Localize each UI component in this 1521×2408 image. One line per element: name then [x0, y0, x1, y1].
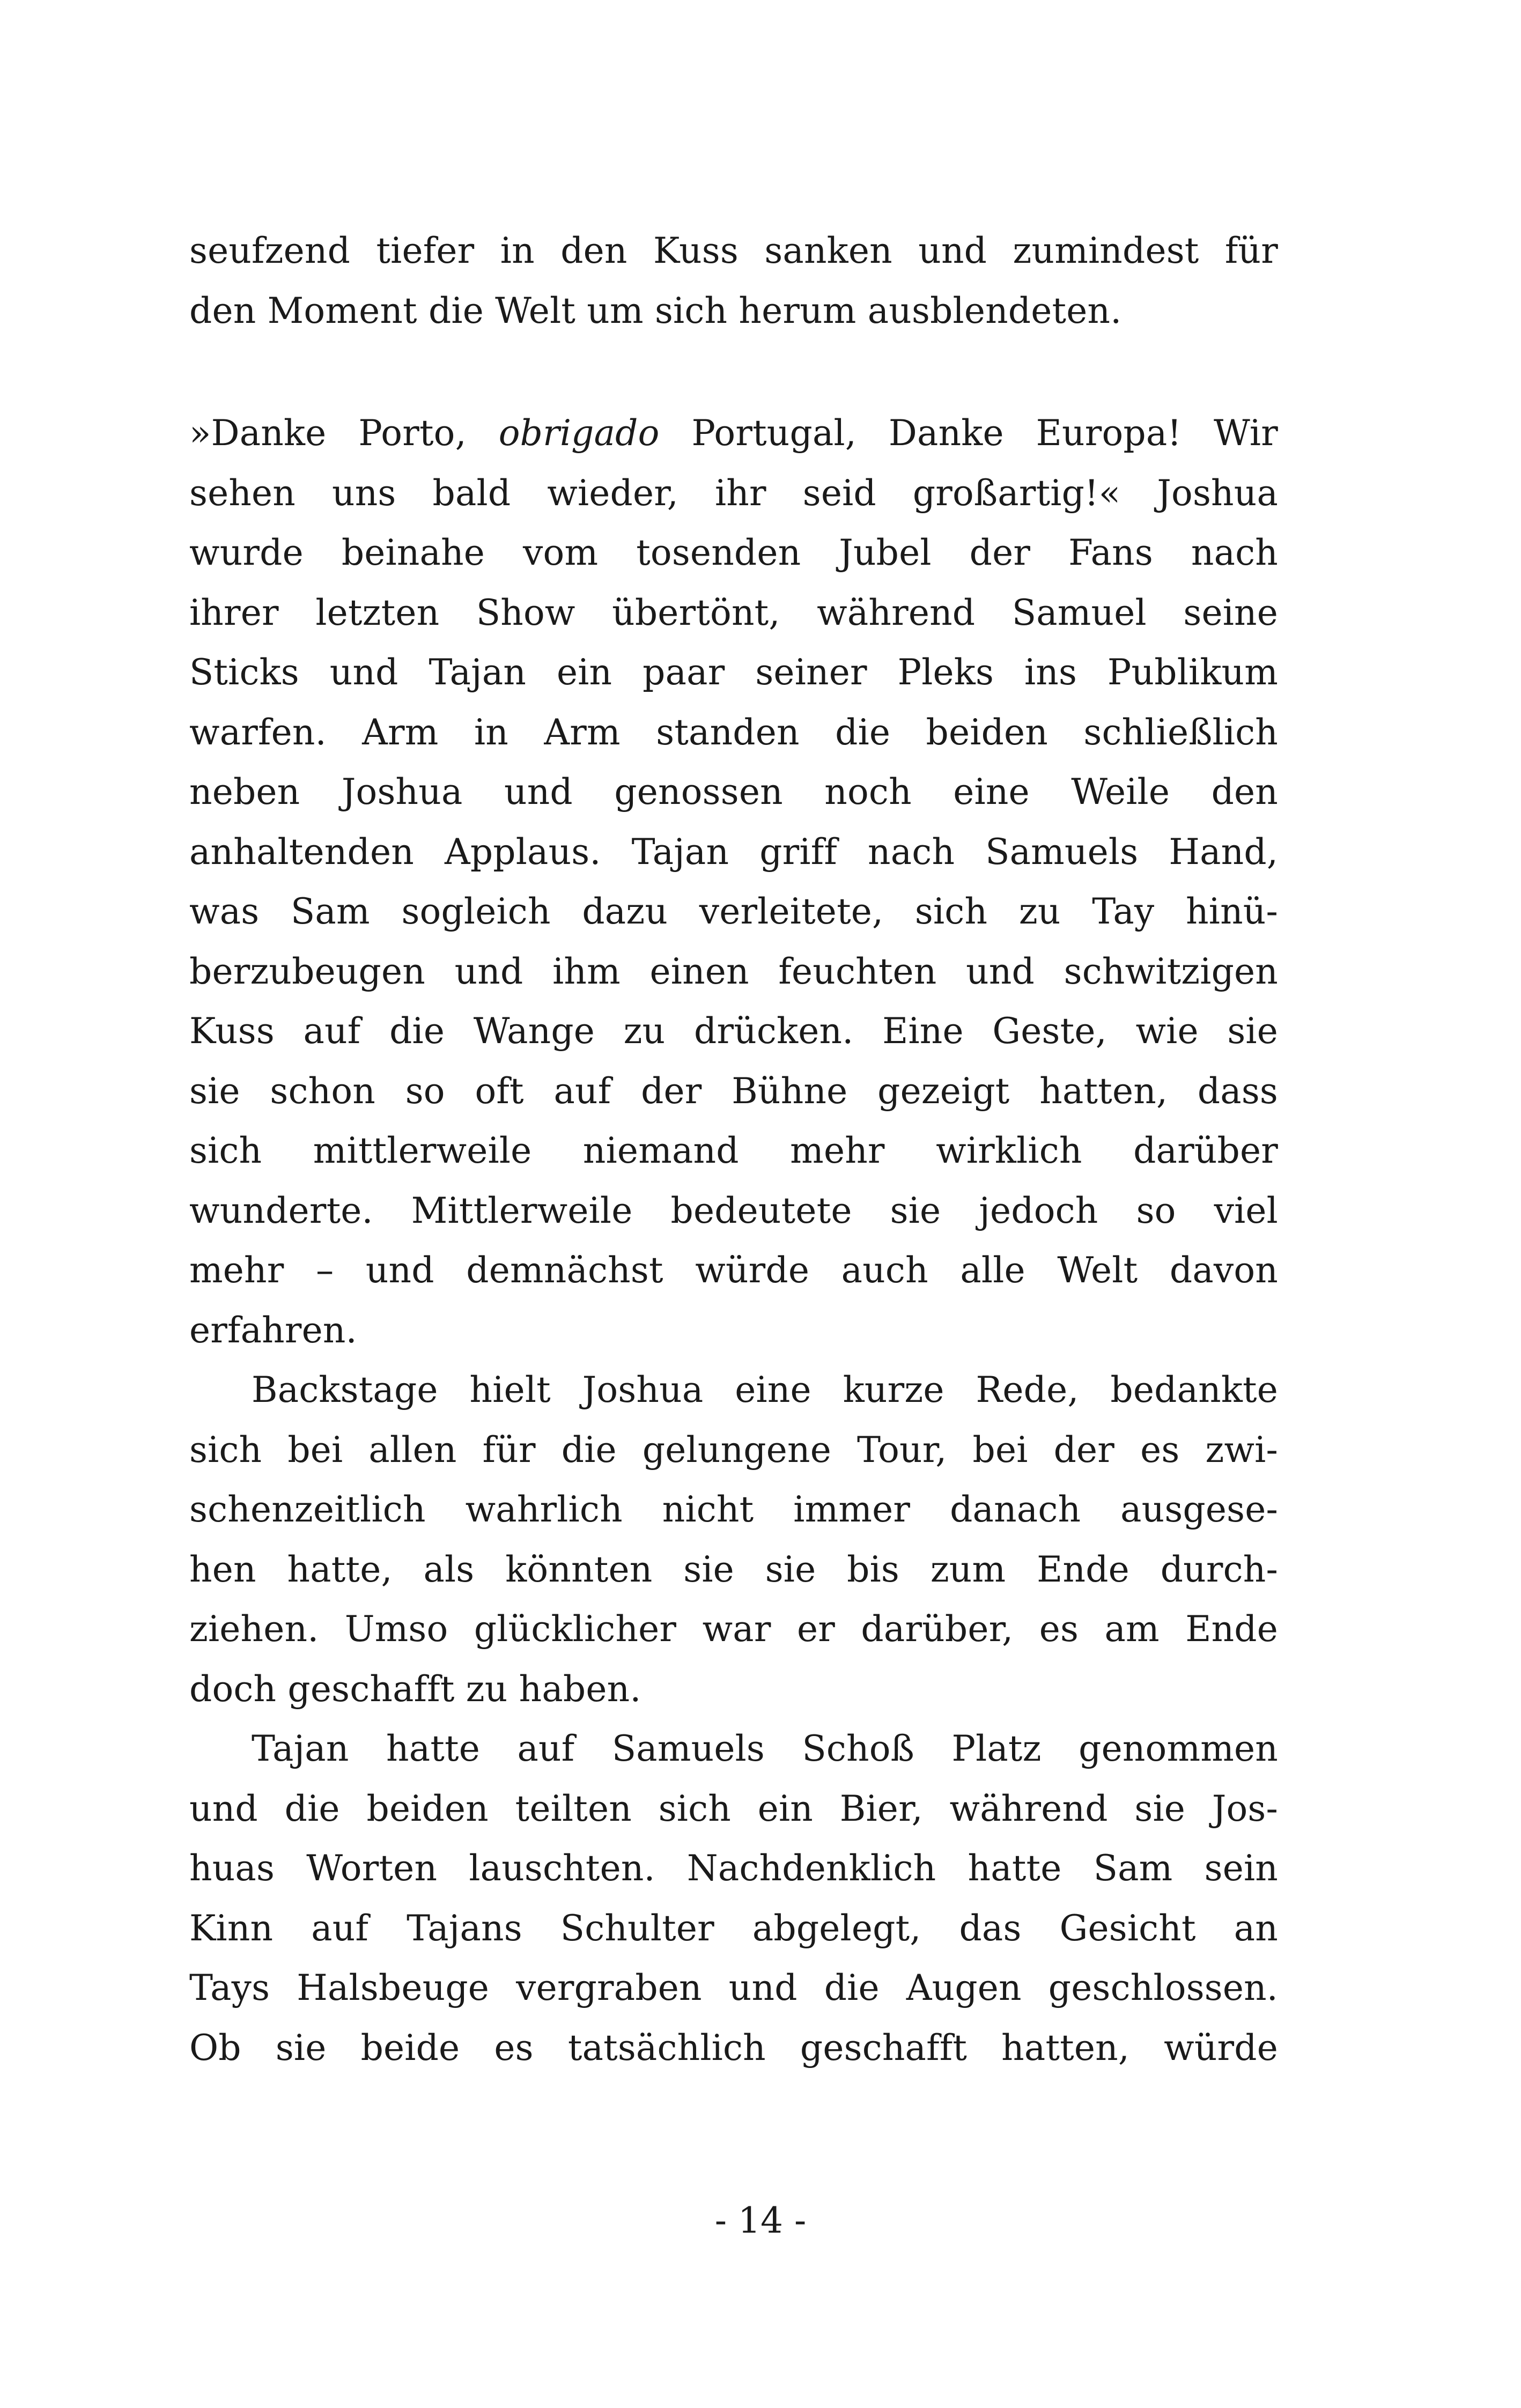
text-line: sich bei allen für die gelungene Tour, bei der es zwi- — [189, 1429, 1278, 1471]
text-line: seufzend tiefer in den Kuss sanken und zumindest für — [189, 230, 1278, 271]
paragraph-3 — [189, 1360, 1278, 1719]
text-line: wunderte. Mittlerweile bedeutete sie jedoch so viel — [189, 1190, 1278, 1231]
text-line: was Sam sogleich dazu verleitete, sich zu Tay hinü- — [189, 891, 1278, 932]
text-line: neben Joshua und genossen noch eine Weile den — [189, 771, 1278, 812]
text-line: den Moment die Welt um sich herum ausblendeten. — [189, 290, 1122, 331]
text-line: wurde beinahe vom tosenden Jubel der Fans nach — [189, 532, 1278, 573]
paragraph-1 — [189, 221, 1278, 341]
text-line: Backstage hielt Joshua eine kurze Rede, bedankte — [252, 1369, 1278, 1410]
text-line: Tays Halsbeuge vergraben und die Augen geschlossen. — [189, 1967, 1278, 2008]
text-line: berzubeugen und ihm einen feuchten und schwitzigen — [189, 950, 1278, 992]
text-line: doch geschafft zu haben. — [189, 1668, 641, 1710]
text-line: und die beiden teilten sich ein Bier, während sie Jos- — [189, 1787, 1278, 1829]
text-line: sehen uns bald wieder, ihr seid großartig!« Joshua — [189, 472, 1278, 514]
body-text — [189, 403, 1278, 2078]
text-line: ihrer letzten Show übertönt, während Samuel seine — [189, 592, 1278, 633]
page-number: - 14 - — [714, 2200, 807, 2241]
text-line: anhaltenden Applaus. Tajan griff nach Samuels Hand, — [189, 831, 1278, 873]
text-line: Kuss auf die Wange zu drücken. Eine Geste, wie sie — [189, 1010, 1278, 1052]
quote-start: »Danke Porto, — [189, 412, 499, 454]
text-line: Kinn auf Tajans Schulter abgelegt, das Gesicht an — [189, 1907, 1278, 1949]
text-line: ziehen. Umso glücklicher war er darüber, es am Ende — [189, 1608, 1278, 1650]
text-line: Tajan hatte auf Samuels Schoß Platz genommen — [252, 1728, 1278, 1769]
italic-word: obrigado — [498, 412, 660, 454]
text-line — [189, 403, 1278, 463]
text-line: Sticks und Tajan ein paar seiner Pleks ins Publikum — [189, 652, 1278, 693]
text-line: erfahren. — [189, 1309, 357, 1351]
text-line: sie schon so oft auf der Bühne gezeigt hatten, dass — [189, 1070, 1278, 1112]
paragraph-4 — [189, 1719, 1278, 2078]
text-line: schenzeitlich wahrlich nicht immer danach ausgese- — [189, 1489, 1278, 1530]
quote-continuation: Portugal, Danke Europa! Wir — [659, 412, 1278, 454]
text-line: warfen. Arm in Arm standen die beiden schließlich — [189, 711, 1278, 753]
text-line: mehr – und demnächst würde auch alle Welt davon — [189, 1250, 1278, 1291]
text-line: sich mittlerweile niemand mehr wirklich darüber — [189, 1130, 1278, 1171]
text-line: hen hatte, als könnten sie sie bis zum Ende durch- — [189, 1548, 1278, 1590]
text-line: Ob sie beide es tatsächlich geschafft hatten, würde — [189, 2027, 1278, 2069]
text-line: huas Worten lauschten. Nachdenklich hatte Sam sein — [189, 1848, 1278, 1889]
paragraph-2 — [189, 403, 1278, 1360]
